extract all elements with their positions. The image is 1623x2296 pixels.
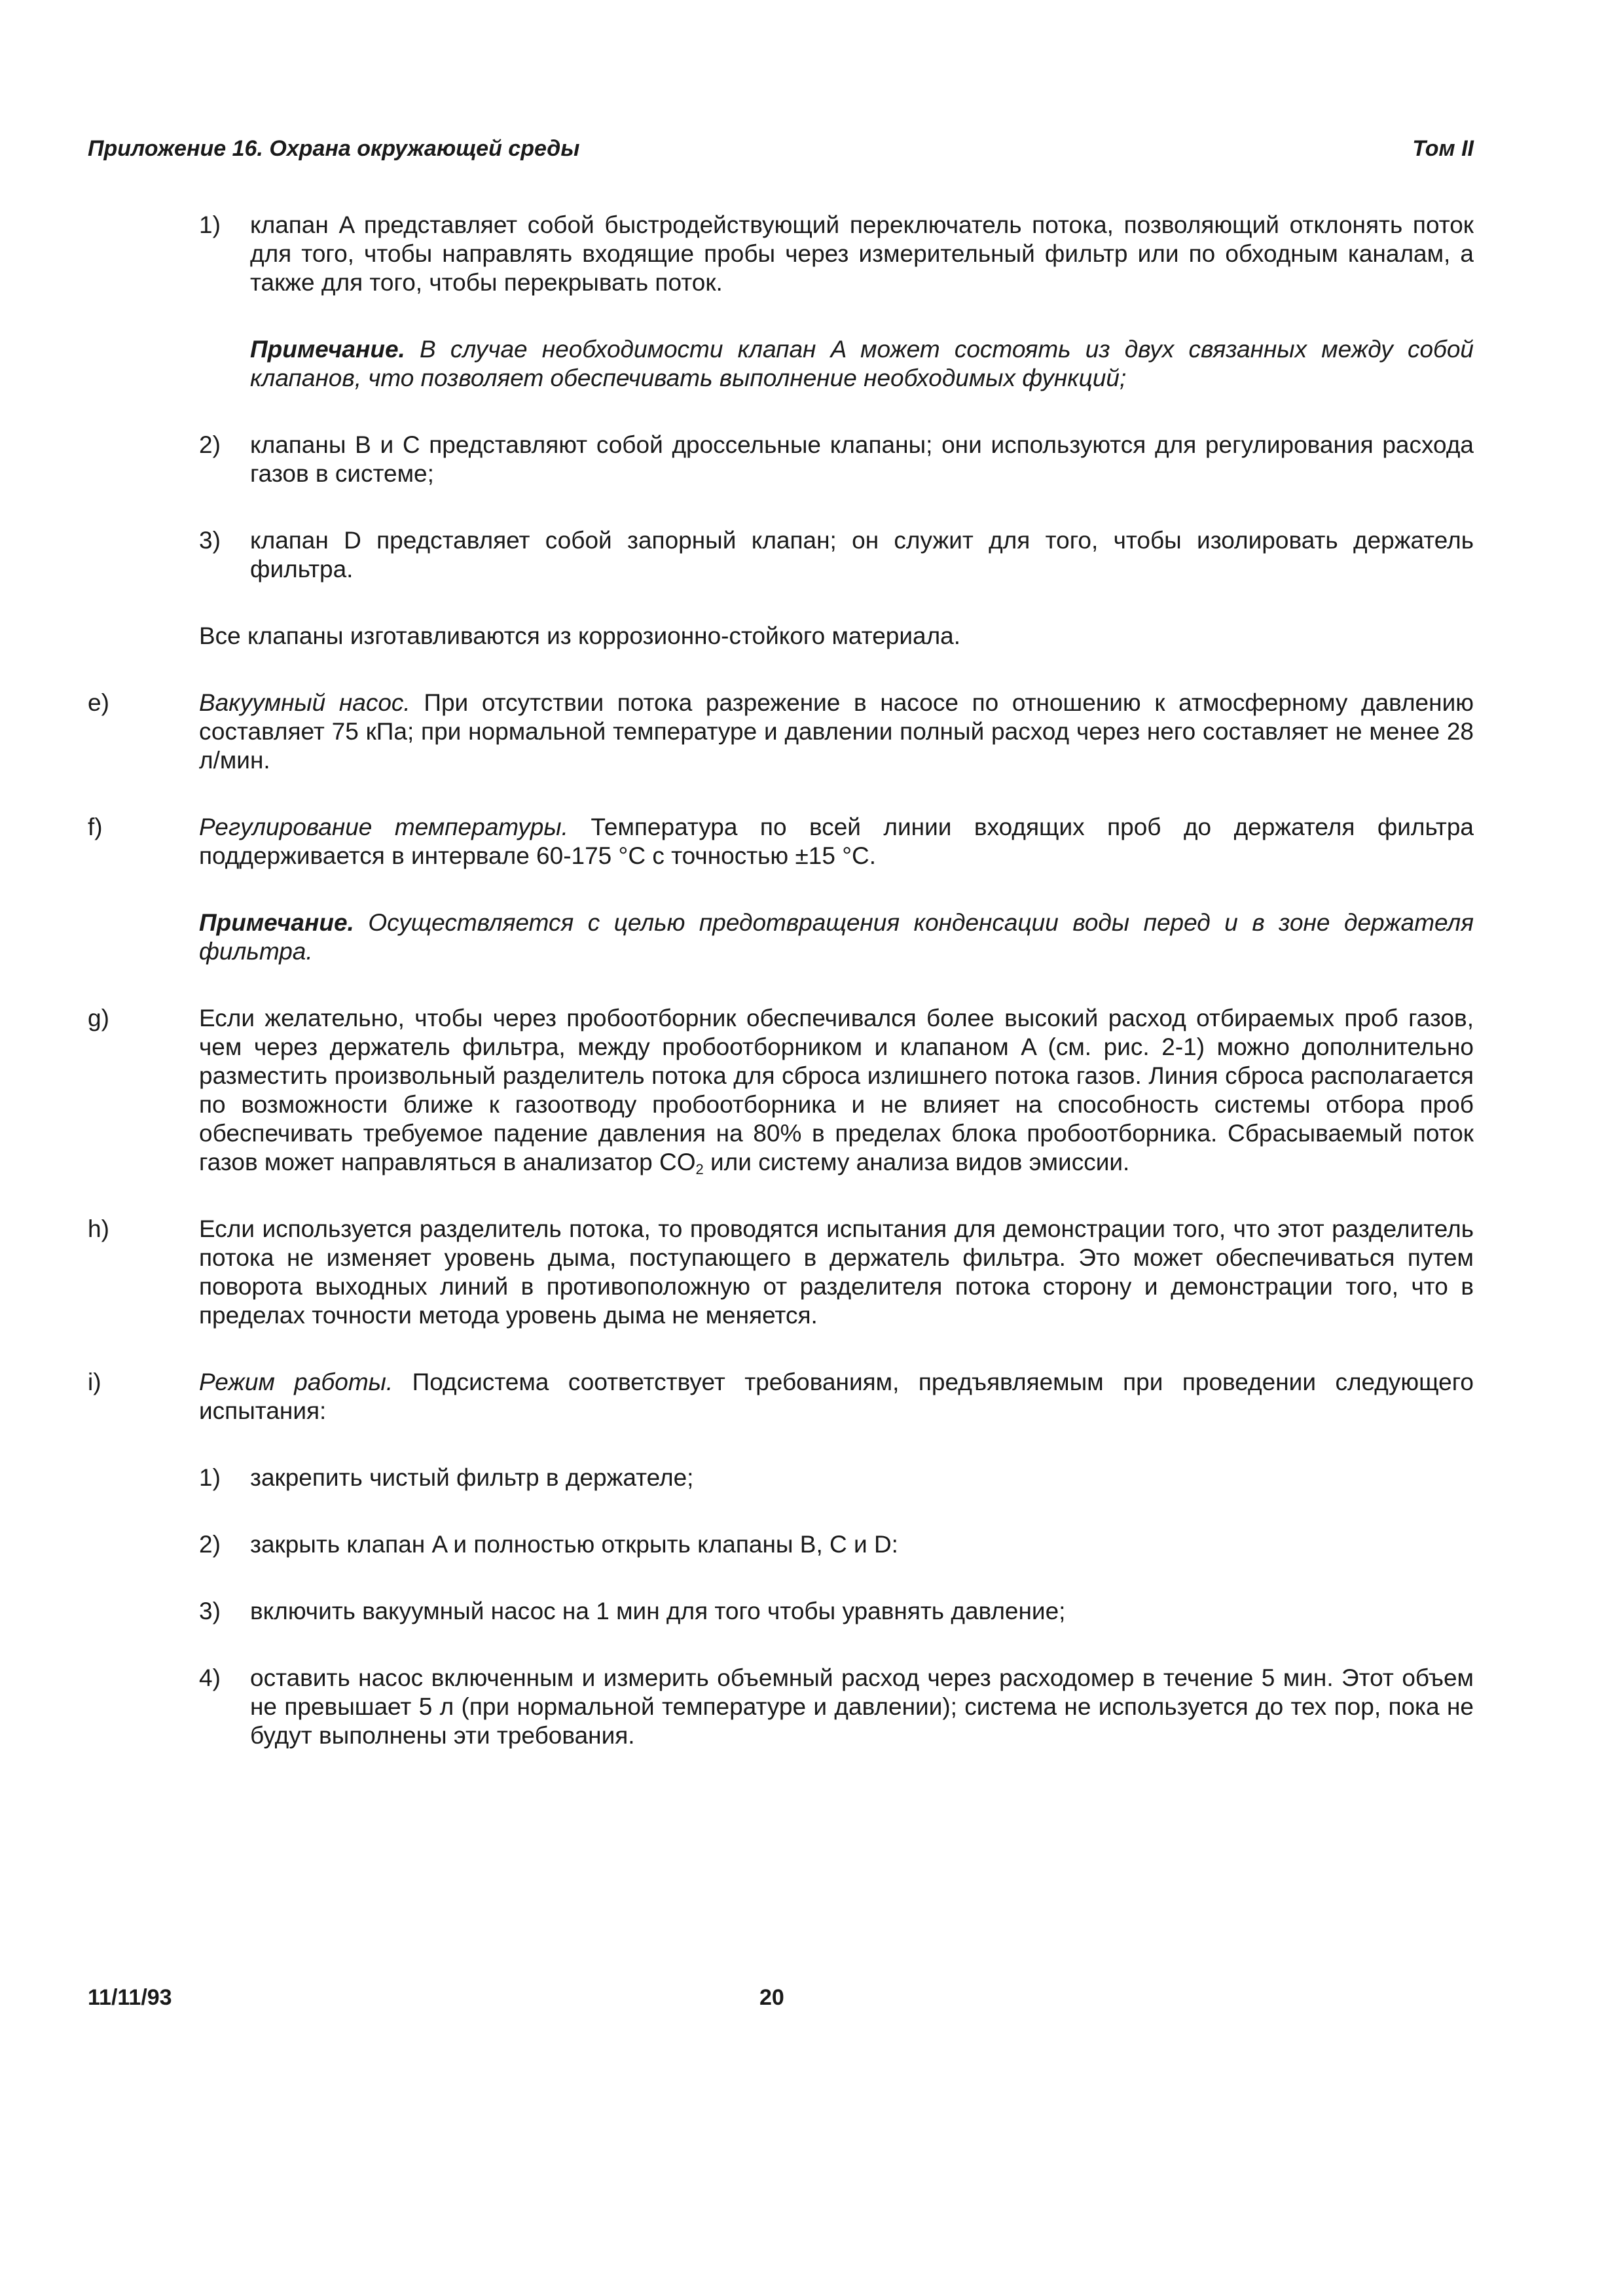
step-label: 4) — [199, 1664, 221, 1691]
list-text: клапан D представляет собой запорный клапан; он служит для того, чтобы изолировать держатель фильтра. — [250, 527, 1474, 583]
section-i-operation-mode — [88, 1368, 1474, 1426]
section-label: g) — [88, 1005, 109, 1031]
list-label: 1) — [199, 211, 221, 238]
list-text: клапаны B и C представляют собой дроссельные клапаны; они используются для регулирования расхода газов в системе; — [250, 431, 1474, 487]
step-item — [88, 1597, 1474, 1626]
step-text: закрепить чистый фильтр в держателе; — [250, 1464, 694, 1491]
step-label: 2) — [199, 1531, 221, 1558]
list-item-valves-bc — [88, 431, 1474, 488]
section-label: h) — [88, 1215, 109, 1242]
running-header — [88, 134, 1474, 163]
step-label: 1) — [199, 1464, 221, 1491]
note-text: Осуществляется с целью предотвращения конденсации воды перед и в зоне держателя фильтра. — [199, 909, 1474, 965]
list-label: 3) — [199, 527, 221, 554]
section-label: f) — [88, 814, 103, 840]
section-title: Регулирование температуры. — [199, 814, 568, 840]
section-label: i) — [88, 1369, 101, 1395]
section-e-vacuum-pump — [88, 689, 1474, 775]
footer-date: 11/11/93 — [88, 1985, 172, 2010]
list-item-valve-a — [88, 211, 1474, 297]
section-text: Если желательно, чтобы через пробоотборник обеспечивался более высокий расход отбираемых проб газов, чем через держатель фильтра, между пробоотборником и клапаном A (см. рис. 2-1) можно дополнительно разместить произвольный разделитель потока для сброса излишнего потока газов. Линия сброса располагается по возможности ближе к газоотводу пробоотборника и не влияет на способность системы отбора проб обеспечивать требуемое падение давления на 80% в пределах блока пробоотборника. Сбрасываемый поток газов может направляться в анализатор CO — [199, 1005, 1474, 1175]
section-text: При отсутствии потока разрежение в насосе по отношению к атмосферному давлению составляет 75 кПа; при нормальной температуре и давлении полный расход через него составляет не менее 28 л/мин. — [199, 689, 1474, 774]
step-text: закрыть клапан A и полностью открыть клапаны B, C и D: — [250, 1531, 898, 1558]
section-title: Режим работы. — [199, 1369, 393, 1395]
section-title: Вакуумный насос. — [199, 689, 410, 716]
step-item — [88, 1664, 1474, 1750]
note-lead: Примечание. — [199, 909, 354, 936]
list-label: 2) — [199, 431, 221, 458]
paragraph-all-valves — [88, 622, 1474, 651]
note-text: В случае необходимости клапан A может состоять из двух связанных между собой клапанов, что позволяет обеспечивать выполнение необходимых функций; — [250, 336, 1474, 391]
list-item-valve-d — [88, 526, 1474, 584]
paragraph-text: Все клапаны изготавливаются из коррозионно-стойкого материала. — [199, 622, 961, 649]
section-text: Подсистема соответствует требованиям, предъявляемым при проведении следующего испытания: — [199, 1369, 1474, 1424]
section-f-temperature — [88, 813, 1474, 870]
note-temperature — [88, 908, 1474, 966]
step-text: включить вакуумный насос на 1 мин для того чтобы уравнять давление; — [250, 1598, 1066, 1624]
section-g-flow-splitter — [88, 1004, 1474, 1177]
step-item — [88, 1463, 1474, 1492]
step-text: оставить насос включенным и измерить объемный расход через расходомер в течение 5 мин. Этот объем не превышает 5 л (при нормальной температуре и давлении); система не используется до тех пор, пока не будут выполнены эти требования. — [250, 1664, 1474, 1749]
note-valve-a — [88, 335, 1474, 393]
step-item — [88, 1530, 1474, 1559]
step-label: 3) — [199, 1598, 221, 1624]
list-text: клапан A представляет собой быстродействующий переключатель потока, позволяющий отклонять поток для того, чтобы направлять входящие пробы через измерительный фильтр или по обходным каналам, а также для того, чтобы перекрывать поток. — [250, 211, 1474, 296]
document-body — [88, 211, 1474, 1788]
page-number: 20 — [759, 1985, 784, 2010]
header-volume: Том II — [1412, 136, 1474, 161]
section-text: Если используется разделитель потока, то проводятся испытания для демонстрации того, что этот разделитель потока не изменяет уровень дыма, поступающего в держатель фильтра. Это может обеспечиваться путем поворота выходных линий в противоположную от разделителя потока сторону и демонстрации того, что в пределах точности метода уровень дыма не меняется. — [199, 1215, 1474, 1329]
section-text-tail: или систему анализа видов эмиссии. — [703, 1149, 1130, 1175]
header-title: Приложение 16. Охрана окружающей среды — [88, 136, 580, 161]
section-label: e) — [88, 689, 109, 716]
section-h-splitter-test — [88, 1215, 1474, 1330]
section-text: Температура по всей линии входящих проб до держателя фильтра поддерживается в интервале 60-175 °C с точностью ±15 °C. — [199, 814, 1474, 869]
note-lead: Примечание. — [250, 336, 405, 363]
subscript: 2 — [695, 1161, 704, 1177]
